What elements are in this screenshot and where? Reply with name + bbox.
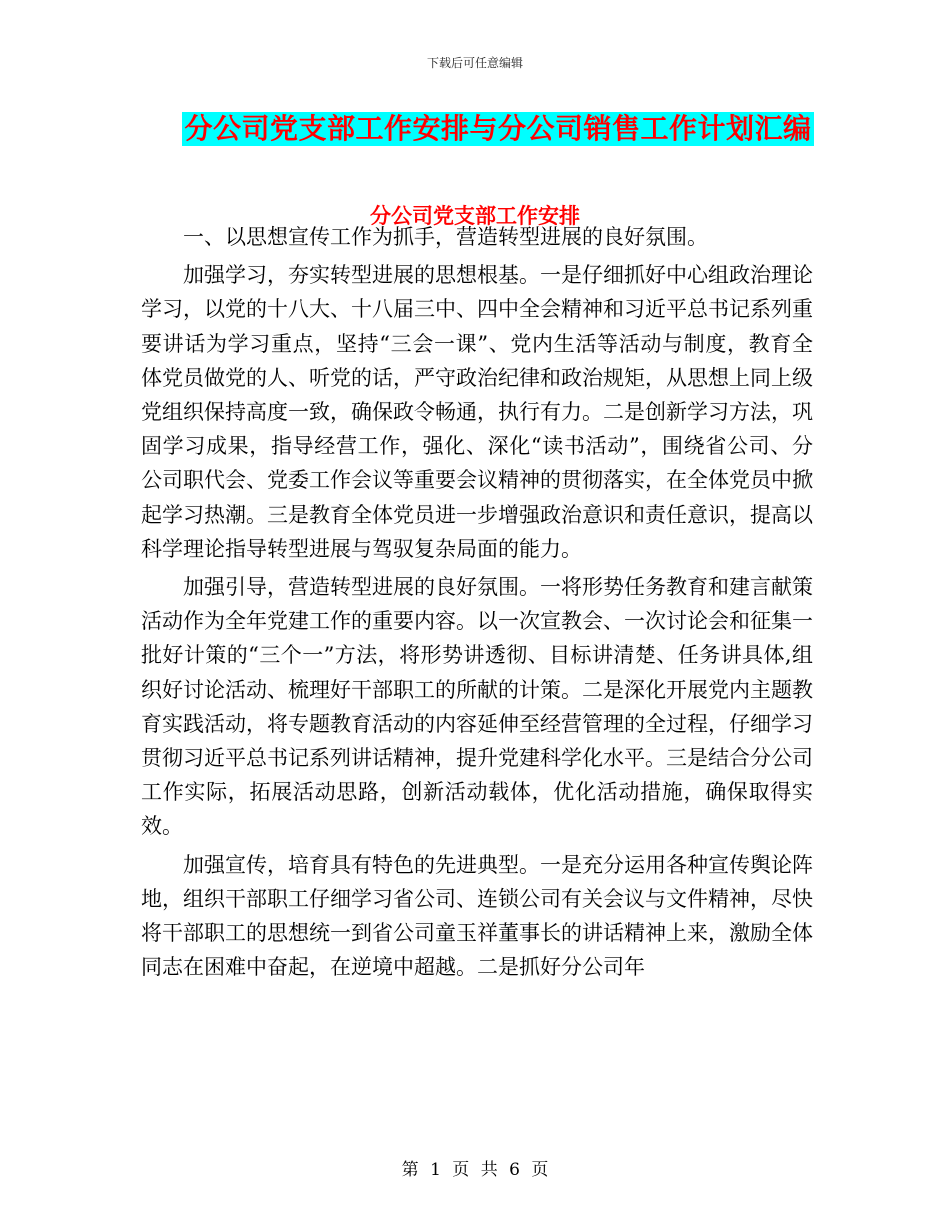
document-body <box>141 220 813 984</box>
paragraph-3: 加强宣传，培育具有特色的先进典型。一是充分运用各种宣传舆论阵地，组织干部职工仔细学习省公司、连锁公司有关会议与文件精神，尽快将干部职工的思想统一到省公司童玉祥董事长的讲话精神上来，激励全体同志在困难中奋起，在逆境中超越。二是抓好分公司年 <box>141 852 813 980</box>
main-title-container <box>0 112 950 146</box>
paragraph-2: 加强引导，营造转型进展的良好氛围。一将形势任务教育和建言献策活动作为全年党建工作的重要内容。以一次宣教会、一次讨论会和征集一批好计策的“三个一”方法，将形势讲透彻、目标讲清楚、任务讲具体,组织好讨论活动、梳理好干部职工的所献的计策。二是深化开展党内主题教育实践活动，将专题教育活动的内容延伸至经营管理的全过程，仔细学习贯彻习近平总书记系列讲话精神，提升党建科学化水平。三是结合分公司工作实际，拓展活动思路，创新活动载体，优化活动措施，确保取得实效。 <box>141 575 813 839</box>
paragraph-heading-1: 一、以思想宣传工作为抓手，营造转型进展的良好氛围。 <box>183 225 708 249</box>
paragraph-1: 加强学习，夯实转型进展的思想根基。一是仔细抓好中心组政治理论学习，以党的十八大、十八届三中、四中全会精神和习近平总书记系列重要讲话为学习重点，坚持“三会一课”、党内生活等活动与制度，教育全体党员做党的人、听党的话，严守政治纪律和政治规矩，从思想上同上级党组织保持高度一致，确保政令畅通，执行有力。二是创新学习方法，巩固学习成果，指导经营工作，强化、深化“读书活动”，围绕省公司、分公司职代会、党委工作会议等重要会议精神的贯彻落实，在全体党员中掀起学习热潮。三是教育全体党员进一步增强政治意识和责任意识，提高以科学理论指导转型进展与驾驭复杂局面的能力。 <box>141 263 813 561</box>
page-number: 第 1 页 共 6 页 <box>401 1160 549 1180</box>
section-title: 分公司党支部工作安排 <box>370 204 580 228</box>
header-note: 下载后可任意编辑 <box>426 56 523 70</box>
main-title: 分公司党支部工作安排与分公司销售工作计划汇编 <box>184 112 812 145</box>
